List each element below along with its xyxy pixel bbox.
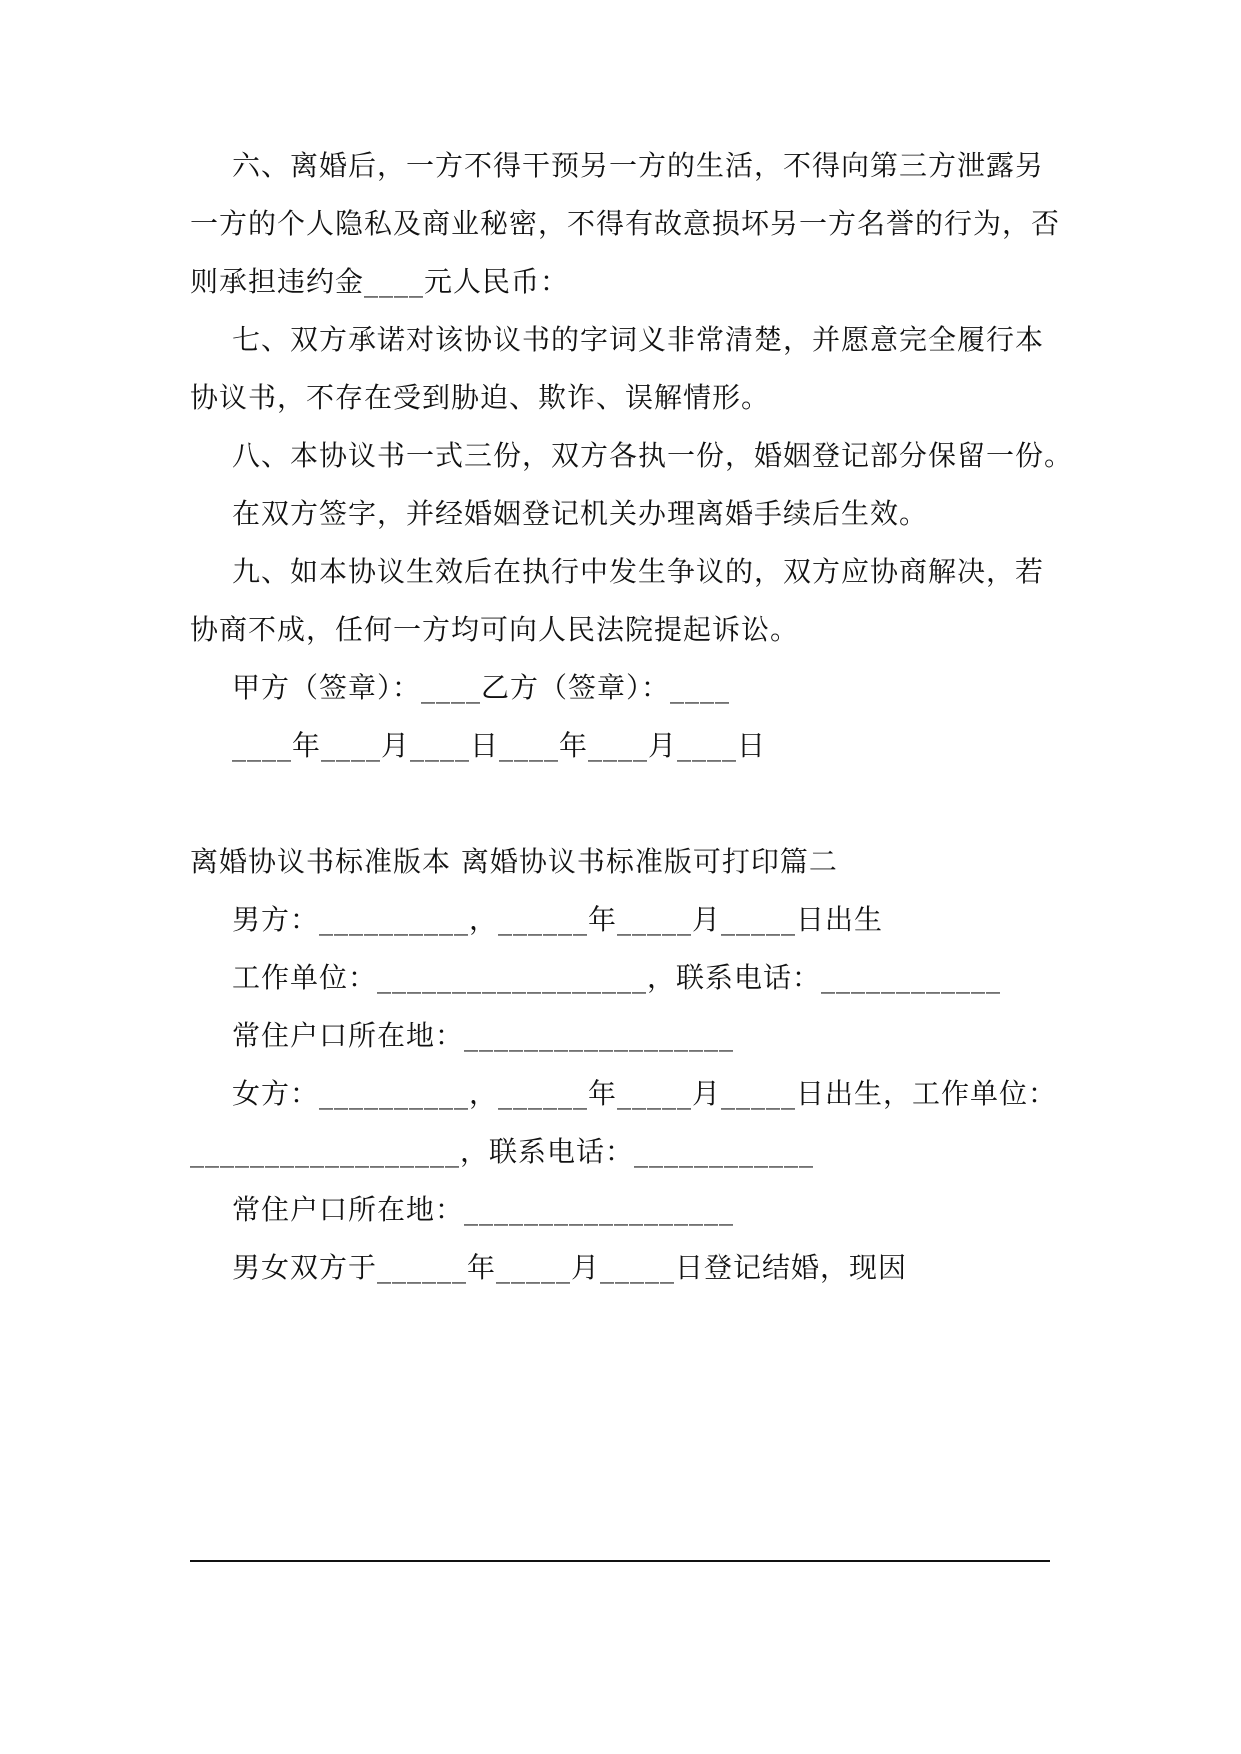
clause-six-line-1: 六、离婚后，一方不得干预另一方的生活，不得向第三方泄露另 bbox=[232, 149, 1045, 182]
clause-eight: 八、本协议书一式三份，双方各执一份，婚姻登记部分保留一份。 bbox=[232, 439, 1074, 472]
signature-line: 甲方（签章）：____乙方（签章）：____ bbox=[232, 671, 731, 704]
blank-reason-rule bbox=[190, 1560, 1050, 1562]
male-workplace-line: 工作单位：__________________，联系电话：____________ bbox=[232, 961, 1002, 994]
female-residence-line: 常住户口所在地：__________________ bbox=[232, 1193, 735, 1226]
section-heading: 离婚协议书标准版本 离婚协议书标准版可打印篇二 bbox=[190, 845, 838, 878]
clause-seven-line-1: 七、双方承诺对该协议书的字词义非常清楚，并愿意完全履行本 bbox=[232, 323, 1045, 356]
male-party-line: 男方：__________，______年_____月_____日出生 bbox=[232, 903, 884, 936]
clause-six-line-3: 则承担违约金____元人民币： bbox=[190, 265, 570, 298]
effective-clause: 在双方签字，并经婚姻登记机关办理离婚手续后生效。 bbox=[232, 497, 929, 530]
clause-seven-line-2: 协议书，不存在受到胁迫、欺诈、误解情形。 bbox=[190, 381, 771, 414]
clause-six-line-2: 一方的个人隐私及商业秘密，不得有故意损坏另一方名誉的行为，否 bbox=[190, 207, 1061, 240]
female-party-line-2: __________________，联系电话：____________ bbox=[190, 1135, 815, 1168]
signature-date-line: ____年____月____日____年____月____日 bbox=[232, 729, 767, 762]
marriage-registration-line: 男女双方于______年_____月_____日登记结婚，现因 bbox=[232, 1251, 908, 1284]
clause-nine-line-2: 协商不成，任何一方均可向人民法院提起诉讼。 bbox=[190, 613, 800, 646]
female-party-line-1: 女方：__________，______年_____月_____日出生，工作单位： bbox=[232, 1077, 1058, 1110]
clause-nine-line-1: 九、如本协议生效后在执行中发生争议的，双方应协商解决，若 bbox=[232, 555, 1045, 588]
male-residence-line: 常住户口所在地：__________________ bbox=[232, 1019, 735, 1052]
